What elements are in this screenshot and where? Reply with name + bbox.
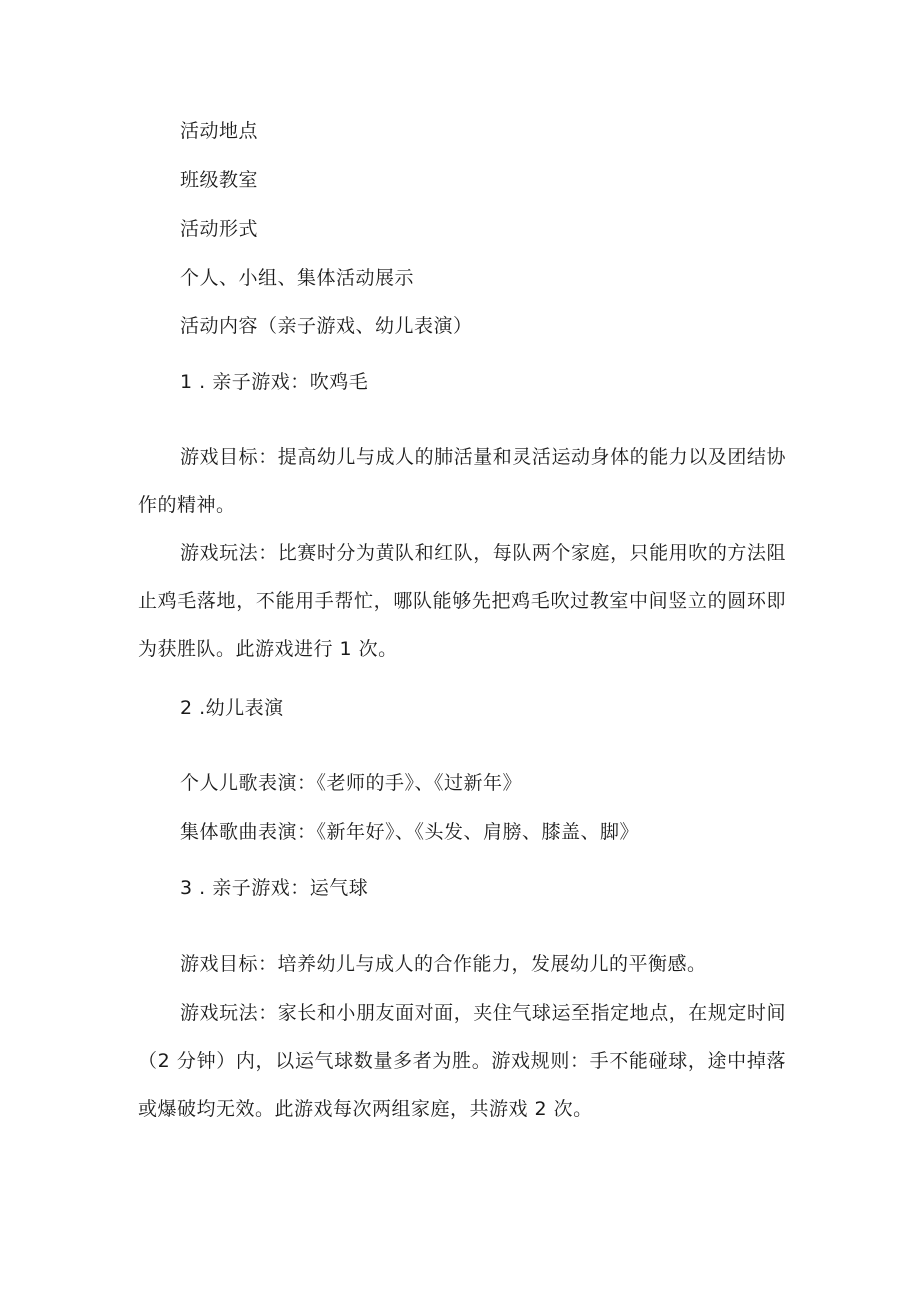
location-value: 班级教室 — [180, 169, 259, 191]
section2-title: 2 .幼儿表演 — [180, 697, 284, 719]
location-label: 活动地点 — [180, 120, 259, 142]
section1-play: 游戏玩法：比赛时分为黄队和红队，每队两个家庭，只能用吹的方法阻止鸡毛落地，不能用手帮忙，哪队能够先把鸡毛吹过教室中间竖立的圆环即为获胜队。此游戏进行 1 次。 — [138, 542, 786, 660]
form-label: 活动形式 — [180, 218, 259, 240]
section3-title: 3 . 亲子游戏：运气球 — [180, 877, 369, 899]
section2-solo: 个人儿歌表演：《老师的手》、《过新年》 — [180, 772, 523, 794]
section3-goal: 游戏目标：培养幼儿与成人的合作能力，发展幼儿的平衡感。 — [180, 953, 707, 975]
form-value: 个人、小组、集体活动展示 — [180, 267, 415, 289]
content-heading: 活动内容（亲子游戏、幼儿表演） — [180, 315, 473, 337]
section3-play: 游戏玩法：家长和小朋友面对面，夹住气球运至指定地点，在规定时间（2 分钟）内，以运气球数量多者为胜。游戏规则：手不能碰球，途中掉落或爆破均无效。此游戏每次两组家庭，共游戏 2 次。 — [138, 1002, 786, 1120]
section2-group: 集体歌曲表演：《新年好》、《头发、肩膀、膝盖、脚》 — [180, 821, 640, 843]
section1-goal: 游戏目标：提高幼儿与成人的肺活量和灵活运动身体的能力以及团结协作的精神。 — [138, 446, 786, 516]
section1-title: 1 . 亲子游戏：吹鸡毛 — [180, 371, 369, 393]
